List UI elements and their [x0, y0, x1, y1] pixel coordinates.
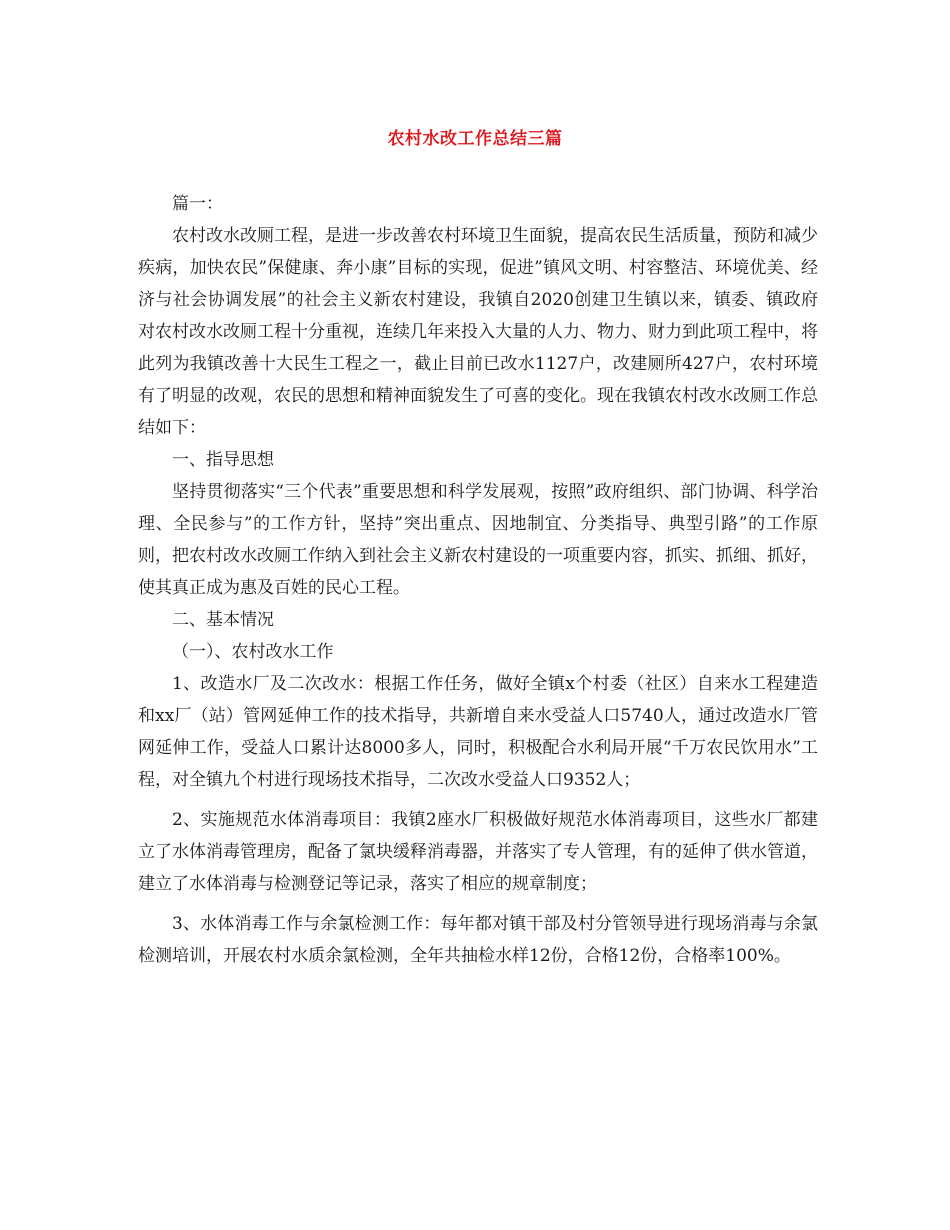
section-heading-part-one: 篇一：	[172, 194, 223, 214]
document-body	[138, 188, 818, 972]
section-heading-basic-situation: 二、基本情况	[172, 610, 274, 630]
item-paragraph-1: 1、改造水厂及二次改水：根据工作任务，做好全镇x个村委（社区）自来水工程建造和xx厂（站）管网延伸工作的技术指导，共新增自来水受益人口5740人，通过改造水厂管网延伸工作，受益人口累计达8000多人，同时，积极配合水利局开展“千万农民饮用水”工程，对全镇九个村进行现场技术指导，二次改水受益人口9352人；	[138, 674, 818, 790]
section-heading-guiding-ideology: 一、指导思想	[172, 450, 274, 470]
subsection-heading-water-reform: （一）、农村改水工作	[172, 642, 334, 662]
intro-paragraph: 农村改水改厕工程，是进一步改善农村环境卫生面貌，提高农民生活质量，预防和减少疾病，加快农民”保健康、奔小康”目标的实现，促进”镇风文明、村容整洁、环境优美、经济与社会协调发展”的社会主义新农村建设，我镇自2020创建卫生镇以来，镇委、镇政府对农村改水改厕工程十分重视，连续几年来投入大量的人力、物力、财力到此项工程中，将此列为我镇改善十大民生工程之一，截止目前已改水1127户，改建厕所427户，农村环境有了明显的改观，农民的思想和精神面貌发生了可喜的变化。现在我镇农村改水改厕工作总结如下：	[138, 226, 818, 438]
item-paragraph-2: 2、实施规范水体消毒项目：我镇2座水厂积极做好规范水体消毒项目，这些水厂都建立了水体消毒管理房，配备了氯块缓释消毒器，并落实了专人管理，有的延伸了供水管道，建立了水体消毒与检测登记等记录，落实了相应的规章制度；	[138, 810, 818, 894]
guiding-ideology-paragraph: 坚持贯彻落实“三个代表”重要思想和科学发展观，按照”政府组织、部门协调、科学治理、全民参与”的工作方针，坚持”突出重点、因地制宜、分类指导、典型引路”的工作原则，把农村改水改厕工作纳入到社会主义新农村建设的一项重要内容，抓实、抓细、抓好，使其真正成为惠及百姓的民心工程。	[138, 482, 818, 598]
item-paragraph-3: 3、水体消毒工作与余氯检测工作：每年都对镇干部及村分管领导进行现场消毒与余氯检测培训，开展农村水质余氯检测，全年共抽检水样12份，合格12份，合格率100%。	[138, 914, 818, 966]
document-title: 农村水改工作总结三篇	[387, 129, 563, 149]
